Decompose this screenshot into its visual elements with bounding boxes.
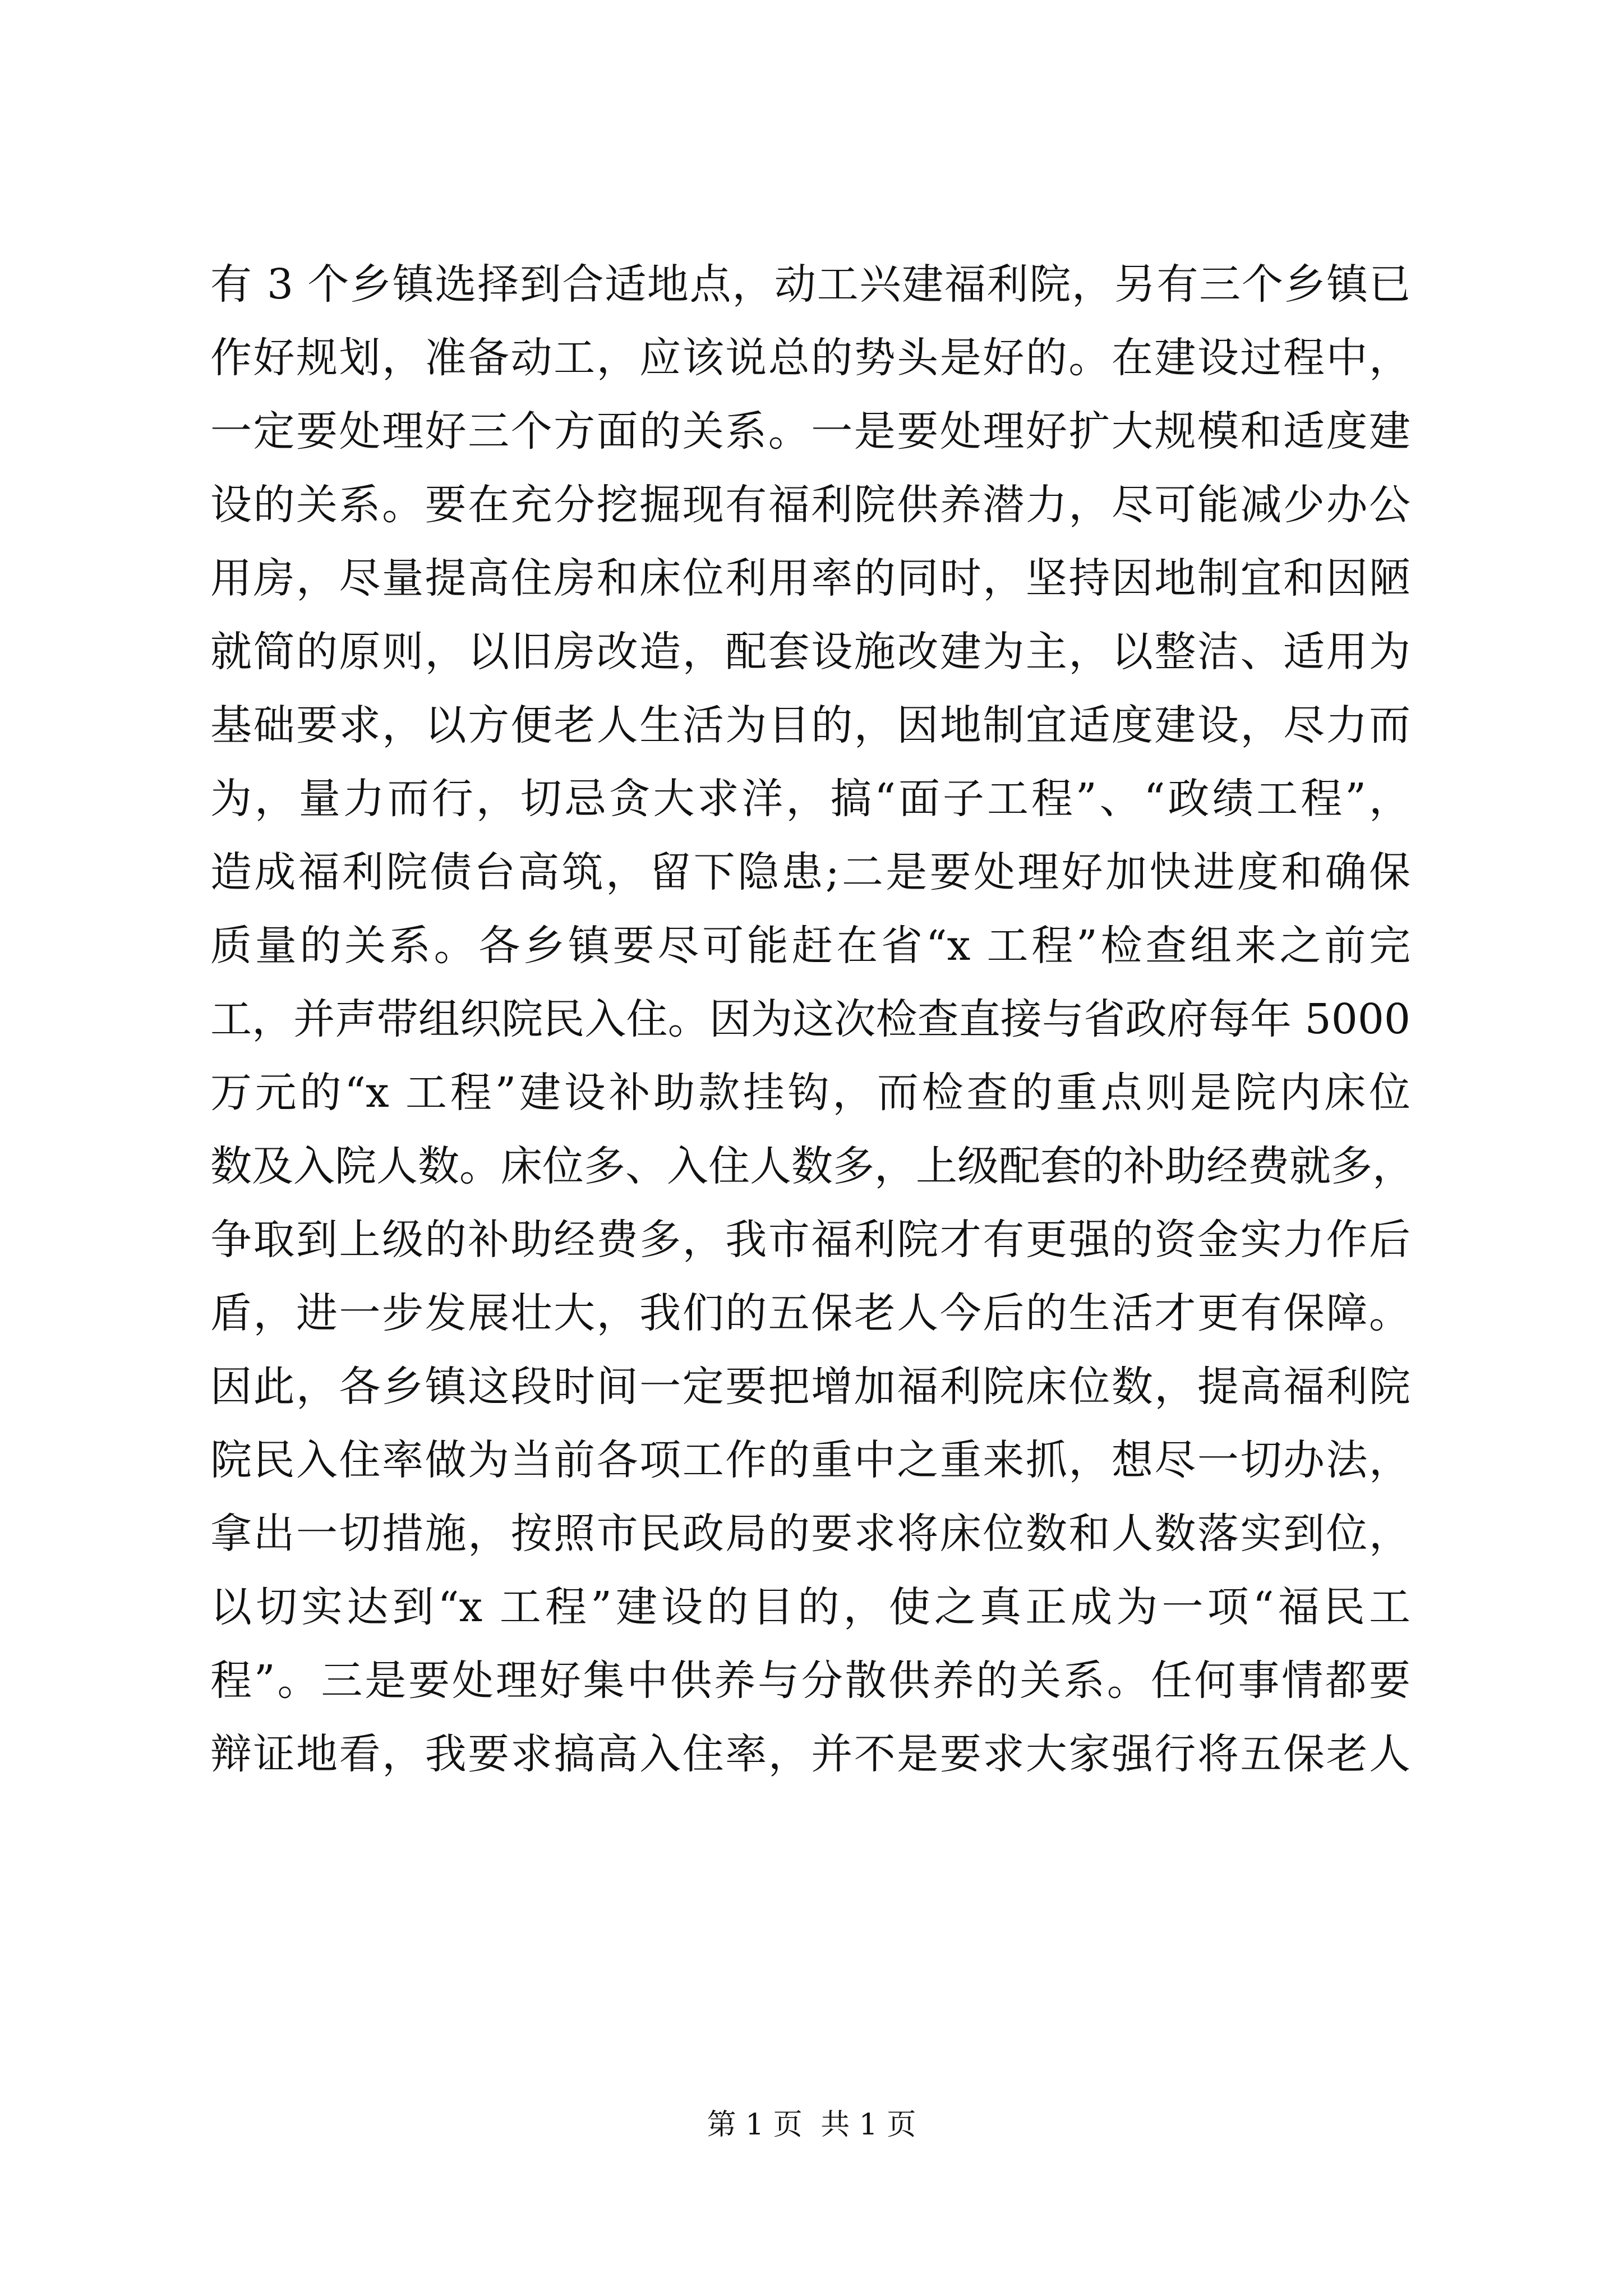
text-line: 争取到上级的补助经费多，我市福利院才有更强的资金实力作后: [210, 1216, 1410, 1264]
page-number: 第 1 页: [707, 2108, 803, 2142]
text-line: 盾，进一步发展壮大，我们的五保老人今后的生活才更有保障。: [210, 1289, 1410, 1337]
text-line: 数及入院人数。床位多、入住人数多，上级配套的补助经费就多，: [210, 1142, 1414, 1190]
body-text: [210, 248, 1414, 1791]
text-line: 一定要处理好三个方面的关系。一是要处理好扩大规模和适度建: [210, 407, 1410, 455]
text-line: 造成福利院债台高筑，留下隐患;二是要处理好加快进度和确保: [210, 848, 1410, 896]
text-line: 辩证地看，我要求搞高入住率，并不是要求大家强行将五保老人: [210, 1730, 1410, 1778]
text-line: 工，并声带组织院民入住。因为这次检查直接与省政府每年 5000: [210, 995, 1410, 1043]
text-line: 万元的“x 工程”建设补助款挂钩，而检查的重点则是院内床位: [210, 1069, 1410, 1117]
text-line: 就简的原则，以旧房改造，配套设施改建为主，以整洁、适用为: [210, 628, 1410, 676]
text-line: 程”。三是要处理好集中供养与分散供养的关系。任何事情都要: [210, 1657, 1410, 1705]
text-line: 院民入住率做为当前各项工作的重中之重来抓，想尽一切办法，: [210, 1436, 1410, 1484]
text-line: 用房，尽量提高住房和床位利用率的同时，坚持因地制宜和因陋: [210, 554, 1410, 602]
page-total: 共 1 页: [820, 2108, 916, 2142]
text-line: 拿出一切措施，按照市民政局的要求将床位数和人数落实到位，: [210, 1510, 1410, 1558]
text-line: 基础要求，以方便老人生活为目的，因地制宜适度建设，尽力而: [210, 701, 1410, 749]
text-line: 为，量力而行，切忌贪大求洋，搞“面子工程”、“政绩工程”，: [210, 775, 1410, 823]
text-line: 作好规划，准备动工，应该说总的势头是好的。在建设过程中，: [210, 334, 1410, 382]
text-line: 设的关系。要在充分挖掘现有福利院供养潜力，尽可能减少办公: [210, 481, 1410, 529]
text-line: 有 3 个乡镇选择到合适地点，动工兴建福利院，另有三个乡镇已: [210, 260, 1410, 309]
text-line: 以切实达到“x 工程”建设的目的，使之真正成为一项“福民工: [210, 1583, 1410, 1631]
text-line: 质量的关系。各乡镇要尽可能赶在省“x 工程”检查组来之前完: [210, 922, 1410, 970]
page-footer: [0, 2101, 1623, 2143]
text-line: 因此，各乡镇这段时间一定要把增加福利院床位数，提高福利院: [210, 1363, 1410, 1411]
